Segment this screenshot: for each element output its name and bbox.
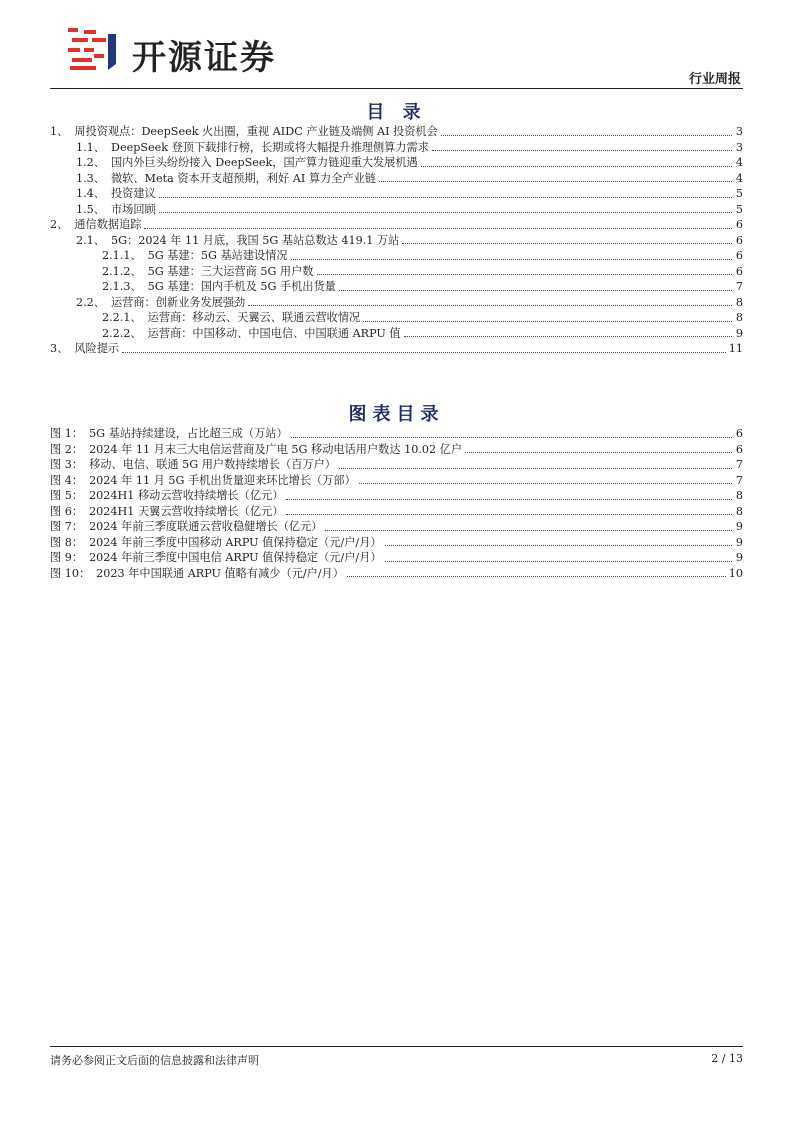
- toc-entry[interactable]: [50, 295, 743, 311]
- brand-name: 开源证券: [132, 38, 276, 78]
- figure-entry-text: 2023 年中国联通 ARPU 值略有减少（元/户/月）: [96, 566, 344, 580]
- dot-leader: [248, 305, 732, 306]
- figure-entry-page: 6: [735, 442, 743, 456]
- list-of-figures: [50, 426, 743, 581]
- toc-entry[interactable]: [50, 264, 743, 280]
- figure-entry-text: 移动、电信、联通 5G 用户数持续增长（百万户）: [89, 458, 336, 471]
- toc-entry-number: 1.5、: [76, 202, 105, 216]
- toc-entry-page: 8: [735, 311, 743, 324]
- figure-entry-page: 10: [728, 566, 743, 580]
- toc-entry-text: 运营商：创新业务发展强劲: [110, 295, 246, 309]
- figure-entry-number: 图 3：: [50, 458, 84, 471]
- toc-entry-text: 微软、Meta 资本开支超预期，利好 AI 算力全产业链: [110, 171, 376, 185]
- dot-leader: [159, 197, 732, 198]
- toc-entry-number: 1、: [50, 125, 69, 138]
- figure-entry[interactable]: [50, 504, 743, 520]
- toc-entry-page: 6: [735, 249, 743, 262]
- toc-entry-text: 周投资观点：DeepSeek 火出圈，重视 AIDC 产业链及端侧 AI 投资机会: [74, 125, 438, 138]
- figure-entry[interactable]: [50, 488, 743, 504]
- toc-entry-number: 1.4、: [76, 187, 105, 200]
- toc-entry-text: 运营商：移动云、天翼云、联通云营收情况: [147, 311, 361, 324]
- table-of-contents: [50, 124, 743, 357]
- toc-entry-text: 市场回顾: [110, 202, 156, 216]
- dot-leader: [465, 452, 732, 453]
- figure-entry[interactable]: [50, 550, 743, 566]
- toc-entry-page: 8: [735, 295, 743, 309]
- toc-entry[interactable]: [50, 279, 743, 295]
- toc-entry-text: 5G 基建：国内手机及 5G 手机出货量: [147, 280, 336, 293]
- toc-entry[interactable]: [50, 248, 743, 264]
- figure-entry[interactable]: [50, 535, 743, 551]
- figure-entry-page: 6: [735, 427, 743, 440]
- figure-entry-page: 7: [735, 473, 743, 487]
- toc-entry[interactable]: [50, 310, 743, 326]
- figure-entry-number: 图 1：: [50, 427, 84, 440]
- figure-entry[interactable]: [50, 519, 743, 535]
- toc-entry-text: 5G 基建：三大运营商 5G 用户数: [147, 264, 314, 278]
- dot-leader: [359, 483, 732, 484]
- toc-entry-page: 5: [735, 202, 743, 216]
- toc-entry-page: 9: [735, 326, 743, 340]
- dot-leader: [325, 530, 732, 531]
- figure-entry-text: 2024 年 11 月 5G 手机出货量迎来环比增长（万部）: [89, 473, 356, 487]
- figure-entry-number: 图 7：: [50, 520, 84, 533]
- dot-leader: [317, 274, 733, 275]
- toc-entry-number: 2.1.3、: [102, 280, 142, 293]
- figure-entry-page: 8: [735, 489, 743, 502]
- figure-entry-page: 9: [735, 535, 743, 549]
- figure-entry[interactable]: [50, 473, 743, 489]
- toc-entry-text: 国内外巨头纷纷接入 DeepSeek，国产算力链迎重大发展机遇: [110, 156, 418, 169]
- dot-leader: [286, 499, 732, 500]
- toc-entry-number: 1.2、: [76, 156, 105, 169]
- report-type-label: 行业周报: [688, 72, 741, 87]
- figure-entry-number: 图 9：: [50, 551, 84, 564]
- page-header: [50, 0, 743, 92]
- toc-entry-text: 风险提示: [74, 342, 120, 355]
- dot-leader: [159, 212, 732, 213]
- toc-entry-text: DeepSeek 登顶下载排行榜，长期或将大幅提升推理侧算力需求: [110, 140, 429, 154]
- figure-entry-text: 2024 年前三季度中国电信 ARPU 值保持稳定（元/户/月）: [89, 551, 382, 564]
- toc-entry-number: 2.1、: [76, 233, 105, 247]
- toc-entry-number: 3、: [50, 342, 69, 355]
- figure-entry-number: 图 4：: [50, 473, 84, 487]
- logo-mark-icon: [64, 24, 124, 74]
- figure-entry[interactable]: [50, 442, 743, 458]
- figure-entry-page: 9: [735, 520, 743, 533]
- toc-entry[interactable]: [50, 217, 743, 233]
- dot-leader: [291, 259, 732, 260]
- dot-leader: [421, 166, 732, 167]
- toc-entry[interactable]: [50, 124, 743, 140]
- dot-leader: [144, 228, 732, 229]
- figure-entry-text: 2024 年 11 月末三大电信运营商及广电 5G 移动电话用户数达 10.02 亿户: [89, 442, 463, 456]
- toc-entry-number: 2.2.1、: [102, 311, 142, 324]
- figure-entry[interactable]: [50, 566, 743, 582]
- toc-entry-number: 2、: [50, 218, 69, 231]
- toc-entry[interactable]: [50, 326, 743, 342]
- figure-entry-text: 2024 年前三季度中国移动 ARPU 值保持稳定（元/户/月）: [89, 535, 382, 549]
- page-number: 2 / 13: [711, 1052, 743, 1065]
- toc-entry-page: 3: [735, 125, 743, 138]
- toc-entry-text: 通信数据追踪: [74, 218, 142, 231]
- figure-entry-text: 2024H1 天翼云营收持续增长（亿元）: [89, 504, 284, 518]
- header-divider: [50, 88, 743, 89]
- figure-entry-number: 图 5：: [50, 489, 84, 502]
- toc-entry[interactable]: [50, 171, 743, 187]
- toc-entry[interactable]: [50, 202, 743, 218]
- figure-entry-number: 图 8：: [50, 535, 84, 549]
- toc-entry-page: 7: [735, 280, 743, 293]
- toc-title: 目 录: [366, 102, 427, 123]
- figure-entry-page: 7: [735, 458, 743, 471]
- toc-entry-text: 5G 基建：5G 基站建设情况: [147, 249, 288, 262]
- toc-entry-number: 1.1、: [76, 140, 105, 154]
- figure-entry-page: 8: [735, 504, 743, 518]
- toc-entry-number: 1.3、: [76, 171, 105, 185]
- toc-entry[interactable]: [50, 186, 743, 202]
- toc-entry-page: 5: [735, 187, 743, 200]
- dot-leader: [347, 576, 726, 577]
- toc-entry[interactable]: [50, 155, 743, 171]
- dot-leader: [385, 545, 732, 546]
- figures-title: 图表目录: [348, 404, 445, 425]
- toc-entry-number: 2.1.2、: [102, 264, 142, 278]
- figure-entry-text: 2024H1 移动云营收持续增长（亿元）: [89, 489, 284, 502]
- dot-leader: [404, 336, 732, 337]
- dot-leader: [385, 561, 732, 562]
- toc-entry-number: 2.2.2、: [102, 326, 142, 340]
- dot-leader: [441, 135, 732, 136]
- figure-entry-number: 图 2：: [50, 442, 84, 456]
- dot-leader: [379, 181, 732, 182]
- toc-entry-text: 投资建议: [110, 187, 156, 200]
- figure-entry-number: 图 6：: [50, 504, 84, 518]
- company-logo: [64, 24, 354, 78]
- toc-entry-page: 3: [735, 140, 743, 154]
- toc-entry-page: 6: [735, 264, 743, 278]
- toc-entry-page: 4: [735, 156, 743, 169]
- figure-entry[interactable]: [50, 457, 743, 473]
- toc-entry[interactable]: [50, 140, 743, 156]
- dot-leader: [339, 468, 732, 469]
- toc-entry-text: 5G：2024 年 11 月底，我国 5G 基站总数达 419.1 万站: [110, 233, 400, 247]
- dot-leader: [363, 321, 732, 322]
- figure-entry-text: 2024 年前三季度联通云营收稳健增长（亿元）: [89, 520, 323, 533]
- toc-entry[interactable]: [50, 341, 743, 357]
- dot-leader: [402, 243, 732, 244]
- dot-leader: [432, 150, 732, 151]
- figure-entry[interactable]: [50, 426, 743, 442]
- toc-entry-page: 6: [735, 233, 743, 247]
- dot-leader: [291, 437, 732, 438]
- toc-entry-page: 4: [735, 171, 743, 185]
- figure-entry-text: 5G 基站持续建设，占比超三成（万站）: [89, 427, 288, 440]
- toc-entry-page: 11: [728, 342, 743, 355]
- footer-disclaimer: 请务必参阅正文后面的信息披露和法律声明: [50, 1054, 259, 1067]
- toc-entry[interactable]: [50, 233, 743, 249]
- toc-entry-page: 6: [735, 218, 743, 231]
- toc-entry-number: 2.2、: [76, 295, 105, 309]
- toc-entry-text: 运营商：中国移动、中国电信、中国联通 ARPU 值: [147, 326, 401, 340]
- dot-leader: [286, 514, 732, 515]
- figure-entry-number: 图 10：: [50, 566, 91, 580]
- dot-leader: [339, 290, 732, 291]
- footer-divider: [50, 1046, 743, 1047]
- figure-entry-page: 9: [735, 551, 743, 564]
- toc-entry-number: 2.1.1、: [102, 249, 142, 262]
- dot-leader: [122, 352, 726, 353]
